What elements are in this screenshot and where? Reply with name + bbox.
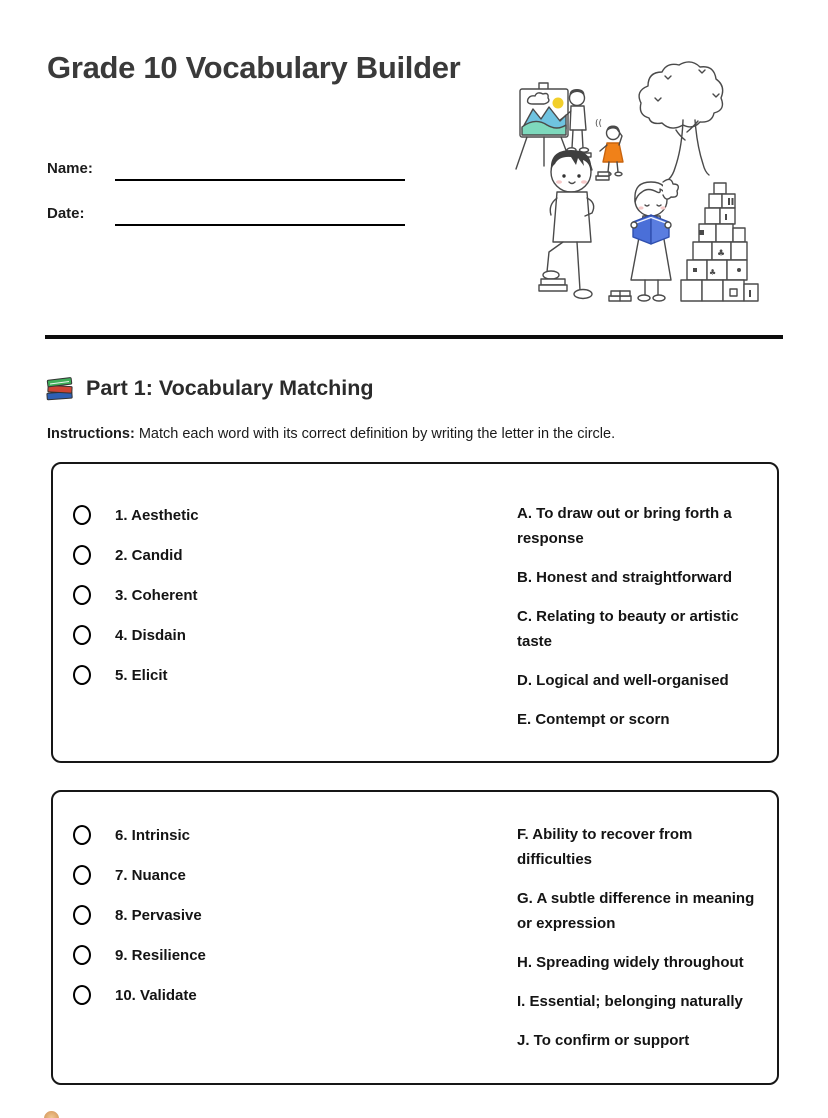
word-label: 6. Intrinsic: [115, 826, 191, 844]
blocks-tower-icon: [681, 183, 758, 301]
answer-circle-7[interactable]: [73, 865, 91, 885]
answer-circle-5[interactable]: [73, 665, 91, 685]
matching-item: [73, 945, 206, 965]
matching-item: [73, 545, 199, 565]
part1-title: Part 1: Vocabulary Matching: [86, 375, 374, 400]
definition-item: E. Contempt or scorn: [517, 711, 670, 728]
definition-item: D. Logical and well-organised: [517, 672, 729, 689]
word-label: 7. Nuance: [115, 866, 186, 884]
definitions-column: [517, 822, 769, 1067]
matching-item: [73, 585, 199, 605]
word-label: 8. Pervasive: [115, 906, 202, 924]
section-divider: [45, 335, 783, 339]
definition-item: B. Honest and straightforward: [517, 569, 733, 586]
words-column: [73, 825, 206, 1025]
word-label: 1. Aesthetic: [115, 506, 199, 524]
definition-item: F. Ability to recover from difficulties: [517, 826, 693, 868]
word-label: 3. Coherent: [115, 586, 198, 604]
tree-icon: [639, 62, 723, 179]
part2-icon-partial: [44, 1111, 59, 1118]
answer-circle-8[interactable]: [73, 905, 91, 925]
word-label: 2. Candid: [115, 546, 183, 564]
matching-item: [73, 985, 206, 1005]
answer-circle-6[interactable]: [73, 825, 91, 845]
date-label: Date:: [47, 205, 85, 222]
children-learning-illustration: [503, 56, 785, 310]
answer-circle-10[interactable]: [73, 985, 91, 1005]
definition-item: A. To draw out or bring forth a response: [517, 505, 732, 547]
ground-books-icon: [609, 291, 631, 301]
definition-item: C. Relating to beauty or artistic taste: [517, 608, 739, 650]
matching-box-2: [51, 790, 779, 1085]
name-input-line[interactable]: [115, 163, 405, 181]
answer-circle-2[interactable]: [73, 545, 91, 565]
matching-item: [73, 825, 206, 845]
page-title: Grade 10 Vocabulary Builder: [47, 50, 461, 85]
matching-item: [73, 505, 199, 525]
word-label: 9. Resilience: [115, 946, 206, 964]
answer-circle-9[interactable]: [73, 945, 91, 965]
boy-figure-icon: [539, 150, 594, 299]
svg-text:((: ((: [595, 119, 603, 129]
word-label: 5. Elicit: [115, 666, 168, 684]
instructions: [47, 426, 615, 442]
word-label: 10. Validate: [115, 986, 197, 1004]
matching-box-1: [51, 462, 779, 763]
answer-circle-3[interactable]: [73, 585, 91, 605]
definition-item: G. A subtle difference in meaning or expression: [517, 890, 755, 932]
small-girl-icon: [595, 119, 623, 180]
date-input-line[interactable]: [115, 208, 405, 226]
answer-circle-1[interactable]: [73, 505, 91, 525]
word-label: 4. Disdain: [115, 626, 186, 644]
name-label: Name:: [47, 160, 93, 177]
instructions-text: Match each word with its correct definition by writing the letter in the circle.: [134, 426, 616, 442]
svg-text:♣: ♣: [709, 268, 717, 277]
svg-text:♣: ♣: [717, 249, 726, 259]
matching-item: [73, 905, 206, 925]
matching-item: [73, 865, 206, 885]
definition-item: I. Essential; belonging naturally: [517, 993, 743, 1010]
definition-item: J. To confirm or support: [517, 1032, 690, 1049]
instructions-label: Instructions:: [47, 426, 135, 442]
answer-circle-4[interactable]: [73, 625, 91, 645]
definition-item: H. Spreading widely throughout: [517, 954, 744, 971]
matching-item: [73, 625, 199, 645]
girl-reading-icon: [631, 179, 678, 301]
words-column: [73, 505, 199, 705]
books-stack-icon: [45, 374, 75, 402]
matching-item: [73, 665, 199, 685]
part1-heading: [45, 374, 374, 402]
definitions-column: [517, 501, 769, 746]
